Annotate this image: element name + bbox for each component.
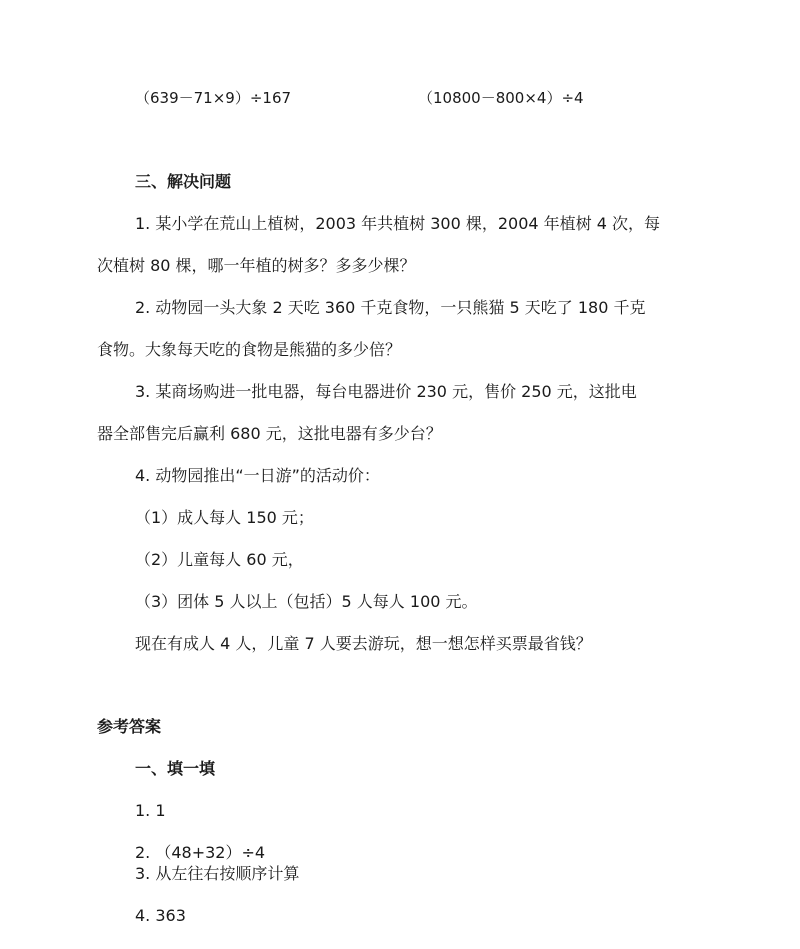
question-2-line-1: 2. 动物园一头大象 2 天吃 360 千克食物，一只熊猫 5 天吃了 180 千克: [135, 298, 646, 317]
answers-section-1-heading: 一、填一填: [135, 759, 216, 778]
question-4-question: 现在有成人 4 人，儿童 7 人要去游玩，想一想怎样买票最省钱？: [135, 634, 592, 653]
answer-2: 2. （48+32）÷4: [135, 843, 266, 862]
question-4-option-2: （2）儿童每人 60 元，: [135, 550, 304, 569]
question-3-line-2: 器全部售完后赢利 680 元，这批电器有多少台？: [97, 424, 442, 443]
section-heading-solve-problems: 三、解决问题: [135, 172, 232, 191]
answer-1: 1. 1: [135, 801, 166, 820]
question-1-line-1: 1. 某小学在荒山上植树，2003 年共植树 300 棵，2004 年植树 4 次，每: [135, 214, 661, 233]
question-1-line-2: 次植树 80 棵，哪一年植的树多？多多少棵？: [97, 256, 416, 275]
expression-left: （639－71×9）÷167: [135, 89, 292, 107]
answer-3: 3. 从左往右按顺序计算: [135, 864, 300, 883]
question-4-intro: 4. 动物园推出“一日游”的活动价：: [135, 466, 380, 485]
question-4-option-3: （3）团体 5 人以上（包括）5 人每人 100 元。: [135, 592, 478, 611]
question-4-option-1: （1）成人每人 150 元；: [135, 508, 314, 527]
question-2-line-2: 食物。大象每天吃的食物是熊猫的多少倍？: [97, 340, 402, 359]
expression-right: （10800－800×4）÷4: [418, 89, 584, 107]
question-3-line-1: 3. 某商场购进一批电器，每台电器进价 230 元，售价 250 元，这批电: [135, 382, 637, 401]
answer-4: 4. 363: [135, 906, 186, 925]
answers-title: 参考答案: [97, 717, 162, 736]
